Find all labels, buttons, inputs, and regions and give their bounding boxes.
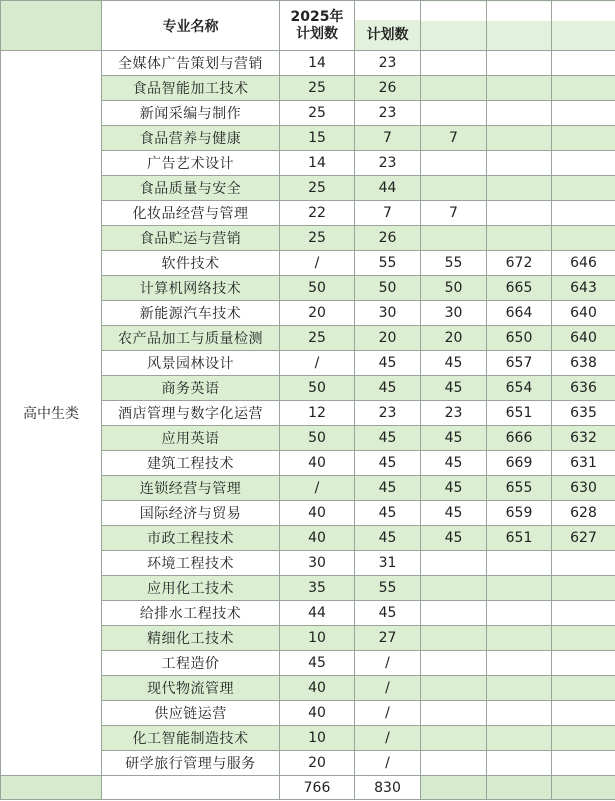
col-5-cell: 665: [487, 276, 552, 301]
col-4-cell: 7: [421, 126, 487, 151]
col-5-cell: [487, 51, 552, 76]
col-6-cell: [552, 726, 615, 751]
plan-prev-cell: 55: [355, 576, 421, 601]
col-5-cell: [487, 551, 552, 576]
total-row: [1, 776, 615, 800]
plan-prev-cell: 44: [355, 176, 421, 201]
major-name-cell: 新闻采编与制作: [102, 101, 280, 126]
plan-prev-cell: 7: [355, 126, 421, 151]
col-5-cell: [487, 701, 552, 726]
col-5-cell: 655: [487, 476, 552, 501]
col-4-cell: [421, 76, 487, 101]
plan-2025-cell: 14: [280, 151, 355, 176]
plan-prev-cell: 45: [355, 426, 421, 451]
plan-prev-cell: 45: [355, 526, 421, 551]
col-6-cell: 640: [552, 301, 615, 326]
col-6-cell: 636: [552, 376, 615, 401]
plan-2025-cell: 40: [280, 526, 355, 551]
col-5-cell: [487, 651, 552, 676]
col-6-cell: [552, 751, 615, 776]
col-4-cell: 45: [421, 526, 487, 551]
major-name-cell: 农产品加工与质量检测: [102, 326, 280, 351]
plan-2025-cell: 10: [280, 726, 355, 751]
plan-2025-cell: 25: [280, 226, 355, 251]
plan-2025-cell: 20: [280, 751, 355, 776]
col-4-cell: 50: [421, 276, 487, 301]
plan-prev-cell: 26: [355, 76, 421, 101]
major-name-cell: 供应链运营: [102, 701, 280, 726]
plan-2025-cell: /: [280, 351, 355, 376]
plan-prev-cell: 45: [355, 601, 421, 626]
col-5-cell: 651: [487, 401, 552, 426]
plan-2025-cell: 25: [280, 101, 355, 126]
col-6-cell: 628: [552, 501, 615, 526]
col-4-cell: [421, 676, 487, 701]
col-4-cell: [421, 626, 487, 651]
col-6-cell: 630: [552, 476, 615, 501]
col-6-cell: 627: [552, 526, 615, 551]
major-name-cell: 计算机网络技术: [102, 276, 280, 301]
col-4-cell: 55: [421, 251, 487, 276]
total-plan-2025: 766: [280, 776, 355, 800]
major-name-cell: 食品智能加工技术: [102, 76, 280, 101]
col-6-cell: [552, 51, 615, 76]
col-4-cell: [421, 601, 487, 626]
col-4-cell: 20: [421, 326, 487, 351]
plan-prev-cell: 45: [355, 451, 421, 476]
col-6-cell: 638: [552, 351, 615, 376]
col-5-cell: 672: [487, 251, 552, 276]
plan-2025-cell: 40: [280, 451, 355, 476]
col-5-cell: [487, 726, 552, 751]
major-name-cell: 风景园林设计: [102, 351, 280, 376]
col-4-cell: 45: [421, 476, 487, 501]
plan-2025-cell: 44: [280, 601, 355, 626]
major-name-cell: 建筑工程技术: [102, 451, 280, 476]
col-5-cell: [487, 626, 552, 651]
col-4-cell: [421, 751, 487, 776]
major-name-cell: 应用英语: [102, 426, 280, 451]
total-label-cell: [102, 776, 280, 800]
major-name-cell: 给排水工程技术: [102, 601, 280, 626]
plan-2025-cell: 25: [280, 176, 355, 201]
col-6-cell: [552, 151, 615, 176]
major-name-cell: 精细化工技术: [102, 626, 280, 651]
col-4-cell: [421, 726, 487, 751]
col-5-cell: 669: [487, 451, 552, 476]
plan-prev-cell: 23: [355, 51, 421, 76]
total-plan-prev-value: 830: [374, 779, 401, 796]
col-6-cell: [552, 176, 615, 201]
major-name-cell: 化妆品经营与管理: [102, 201, 280, 226]
col-5-cell: 654: [487, 376, 552, 401]
plan-prev-cell: /: [355, 676, 421, 701]
col-5-cell: 659: [487, 501, 552, 526]
col-5-cell: 650: [487, 326, 552, 351]
col-5-cell: 666: [487, 426, 552, 451]
major-name-cell: 国际经济与贸易: [102, 501, 280, 526]
col-4-cell: [421, 101, 487, 126]
col-4-cell: [421, 651, 487, 676]
header-col-5: [487, 1, 552, 51]
col-4-cell: 45: [421, 351, 487, 376]
header-plan-prev: [355, 1, 421, 51]
major-name-cell: 现代物流管理: [102, 676, 280, 701]
col-6-cell: 632: [552, 426, 615, 451]
col-6-cell: [552, 101, 615, 126]
col-5-cell: [487, 101, 552, 126]
col-6-cell: [552, 126, 615, 151]
total-blank-cell: [1, 776, 102, 800]
col-4-cell: 45: [421, 501, 487, 526]
header-plan-2025: [280, 1, 355, 51]
col-4-cell: 45: [421, 376, 487, 401]
plan-2025-cell: 14: [280, 51, 355, 76]
col-6-cell: [552, 651, 615, 676]
col-6-cell: 631: [552, 451, 615, 476]
col-6-cell: [552, 576, 615, 601]
col-4-cell: [421, 176, 487, 201]
col-4-cell: [421, 576, 487, 601]
col-5-cell: [487, 226, 552, 251]
plan-2025-cell: 20: [280, 301, 355, 326]
plan-prev-cell: 50: [355, 276, 421, 301]
plan-prev-cell: /: [355, 751, 421, 776]
col-6-cell: [552, 226, 615, 251]
col-5-cell: 657: [487, 351, 552, 376]
plan-prev-cell: 20: [355, 326, 421, 351]
plan-prev-cell: 45: [355, 501, 421, 526]
col-5-cell: [487, 751, 552, 776]
plan-2025-cell: 25: [280, 76, 355, 101]
plan-2025-cell: 10: [280, 626, 355, 651]
col-4-cell: 45: [421, 451, 487, 476]
plan-prev-cell: 23: [355, 101, 421, 126]
major-name-cell: 市政工程技术: [102, 526, 280, 551]
plan-prev-cell: /: [355, 651, 421, 676]
col-6-cell: 635: [552, 401, 615, 426]
plan-2025-cell: 35: [280, 576, 355, 601]
plan-prev-cell: 55: [355, 251, 421, 276]
col-6-cell: [552, 76, 615, 101]
total-col-6: [552, 776, 615, 800]
table-body: [1, 51, 615, 776]
col-4-cell: 45: [421, 426, 487, 451]
col-6-cell: [552, 701, 615, 726]
col-5-cell: [487, 576, 552, 601]
plan-2025-cell: /: [280, 251, 355, 276]
col-4-cell: [421, 701, 487, 726]
plan-2025-cell: 30: [280, 551, 355, 576]
col-6-cell: 646: [552, 251, 615, 276]
col-4-cell: [421, 226, 487, 251]
col-5-cell: [487, 151, 552, 176]
major-name-cell: 酒店管理与数字化运营: [102, 401, 280, 426]
plan-2025-cell: 50: [280, 276, 355, 301]
col-5-cell: [487, 126, 552, 151]
col-4-cell: 30: [421, 301, 487, 326]
col-5-cell: [487, 176, 552, 201]
col-4-cell: [421, 151, 487, 176]
plan-2025-cell: 50: [280, 376, 355, 401]
col-5-cell: [487, 76, 552, 101]
col-6-cell: 643: [552, 276, 615, 301]
header-col-4: [421, 1, 487, 51]
major-name-cell: 软件技术: [102, 251, 280, 276]
col-6-cell: [552, 201, 615, 226]
plan-2025-cell: 15: [280, 126, 355, 151]
total-col-5: [487, 776, 552, 800]
col-6-cell: [552, 626, 615, 651]
major-name-cell: 新能源汽车技术: [102, 301, 280, 326]
col-6-cell: [552, 601, 615, 626]
header-blank-cell: [1, 1, 102, 51]
major-name-cell: 广告艺术设计: [102, 151, 280, 176]
major-name-cell: 工程造价: [102, 651, 280, 676]
plan-prev-cell: 45: [355, 376, 421, 401]
major-name-cell: 食品质量与安全: [102, 176, 280, 201]
total-col-4: [421, 776, 487, 800]
plan-2025-cell: 12: [280, 401, 355, 426]
col-5-cell: [487, 676, 552, 701]
plan-2025-cell: 40: [280, 501, 355, 526]
major-name-cell: 环境工程技术: [102, 551, 280, 576]
col-4-cell: 7: [421, 201, 487, 226]
plan-2025-cell: 22: [280, 201, 355, 226]
category-cell: 高中生类: [1, 51, 102, 776]
header-major-name: 专业名称: [102, 1, 280, 51]
total-plan-prev: [355, 776, 421, 800]
plan-2025-cell: 25: [280, 326, 355, 351]
col-5-cell: 664: [487, 301, 552, 326]
plan-prev-cell: 45: [355, 476, 421, 501]
major-name-cell: 应用化工技术: [102, 576, 280, 601]
major-name-cell: 连锁经营与管理: [102, 476, 280, 501]
col-6-cell: 640: [552, 326, 615, 351]
header-plan-prev-label: 计划数: [355, 20, 420, 50]
plan-prev-cell: 23: [355, 401, 421, 426]
plan-2025-cell: 45: [280, 651, 355, 676]
plan-prev-cell: 30: [355, 301, 421, 326]
major-name-cell: 全媒体广告策划与营销: [102, 51, 280, 76]
col-5-cell: 651: [487, 526, 552, 551]
plan-prev-cell: 23: [355, 151, 421, 176]
table-row: [1, 51, 615, 76]
header-plan-2025-label: 计划数: [296, 25, 338, 42]
plan-prev-cell: 27: [355, 626, 421, 651]
col-5-cell: [487, 201, 552, 226]
plan-2025-cell: /: [280, 476, 355, 501]
major-name-cell: 研学旅行管理与服务: [102, 751, 280, 776]
plan-2025-cell: 50: [280, 426, 355, 451]
plan-prev-cell: 7: [355, 201, 421, 226]
col-5-cell: [487, 601, 552, 626]
plan-2025-cell: 40: [280, 701, 355, 726]
col-4-cell: [421, 551, 487, 576]
col-4-cell: [421, 51, 487, 76]
plan-prev-cell: /: [355, 726, 421, 751]
col-6-cell: [552, 551, 615, 576]
major-name-cell: 食品营养与健康: [102, 126, 280, 151]
plan-prev-cell: 26: [355, 226, 421, 251]
col-6-cell: [552, 676, 615, 701]
major-name-cell: 化工智能制造技术: [102, 726, 280, 751]
header-plan-2025-year: 2025年: [290, 8, 344, 25]
plan-prev-cell: 31: [355, 551, 421, 576]
major-name-cell: 食品贮运与营销: [102, 226, 280, 251]
header-row: [1, 1, 615, 51]
major-name-cell: 商务英语: [102, 376, 280, 401]
header-col-6: [552, 1, 615, 51]
plan-prev-cell: /: [355, 701, 421, 726]
plan-prev-cell: 45: [355, 351, 421, 376]
plan-2025-cell: 40: [280, 676, 355, 701]
col-4-cell: 23: [421, 401, 487, 426]
